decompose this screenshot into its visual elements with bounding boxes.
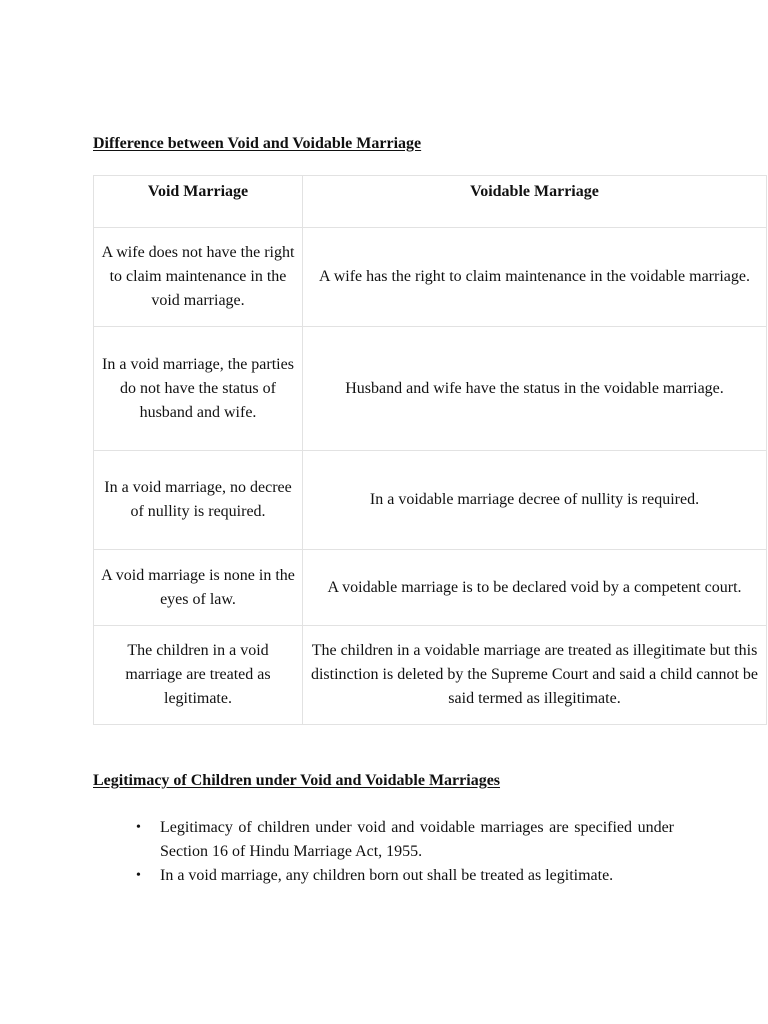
section-heading-legitimacy: Legitimacy of Children under Void and Voidable Marriages — [93, 772, 501, 789]
voidable-cell: The children in a voidable marriage are treated as illegitimate but this distinction is deleted by the Supreme Court and said a child cannot be said termed as illegitimate. — [303, 626, 767, 725]
table-row — [94, 550, 767, 626]
void-cell: In a void marriage, the parties do not have the status of husband and wife. — [94, 327, 303, 451]
list-item-text: In a void marriage, any children born out shall be treated as legitimate. — [160, 867, 614, 884]
void-cell: The children in a void marriage are treated as legitimate. — [94, 626, 303, 725]
void-cell: In a void marriage, no decree of nullity is required. — [94, 451, 303, 550]
bullet-list — [132, 816, 674, 888]
voidable-cell: A wife has the right to claim maintenance in the voidable marriage. — [303, 228, 767, 327]
comparison-table — [93, 175, 767, 725]
void-cell: A void marriage is none in the eyes of law. — [94, 550, 303, 626]
voidable-cell: In a voidable marriage decree of nullity is required. — [303, 451, 767, 550]
table-row — [94, 327, 767, 451]
column-header-void: Void Marriage — [94, 176, 303, 228]
list-item — [132, 864, 674, 888]
list-item — [132, 816, 674, 864]
list-item-text: Legitimacy of children under void and voidable marriages are specified under Section 16 of Hindu Marriage Act, 1955. — [160, 819, 674, 860]
table-header-row — [94, 176, 767, 228]
voidable-cell: A voidable marriage is to be declared void by a competent court. — [303, 550, 767, 626]
voidable-cell: Husband and wife have the status in the voidable marriage. — [303, 327, 767, 451]
table-row — [94, 626, 767, 725]
bullet-icon: • — [136, 868, 141, 883]
void-cell: A wife does not have the right to claim maintenance in the void marriage. — [94, 228, 303, 327]
table-row — [94, 228, 767, 327]
bullet-icon: • — [136, 820, 141, 835]
column-header-voidable: Voidable Marriage — [303, 176, 767, 228]
table-row — [94, 451, 767, 550]
section-heading-difference: Difference between Void and Voidable Marriage — [93, 135, 422, 152]
